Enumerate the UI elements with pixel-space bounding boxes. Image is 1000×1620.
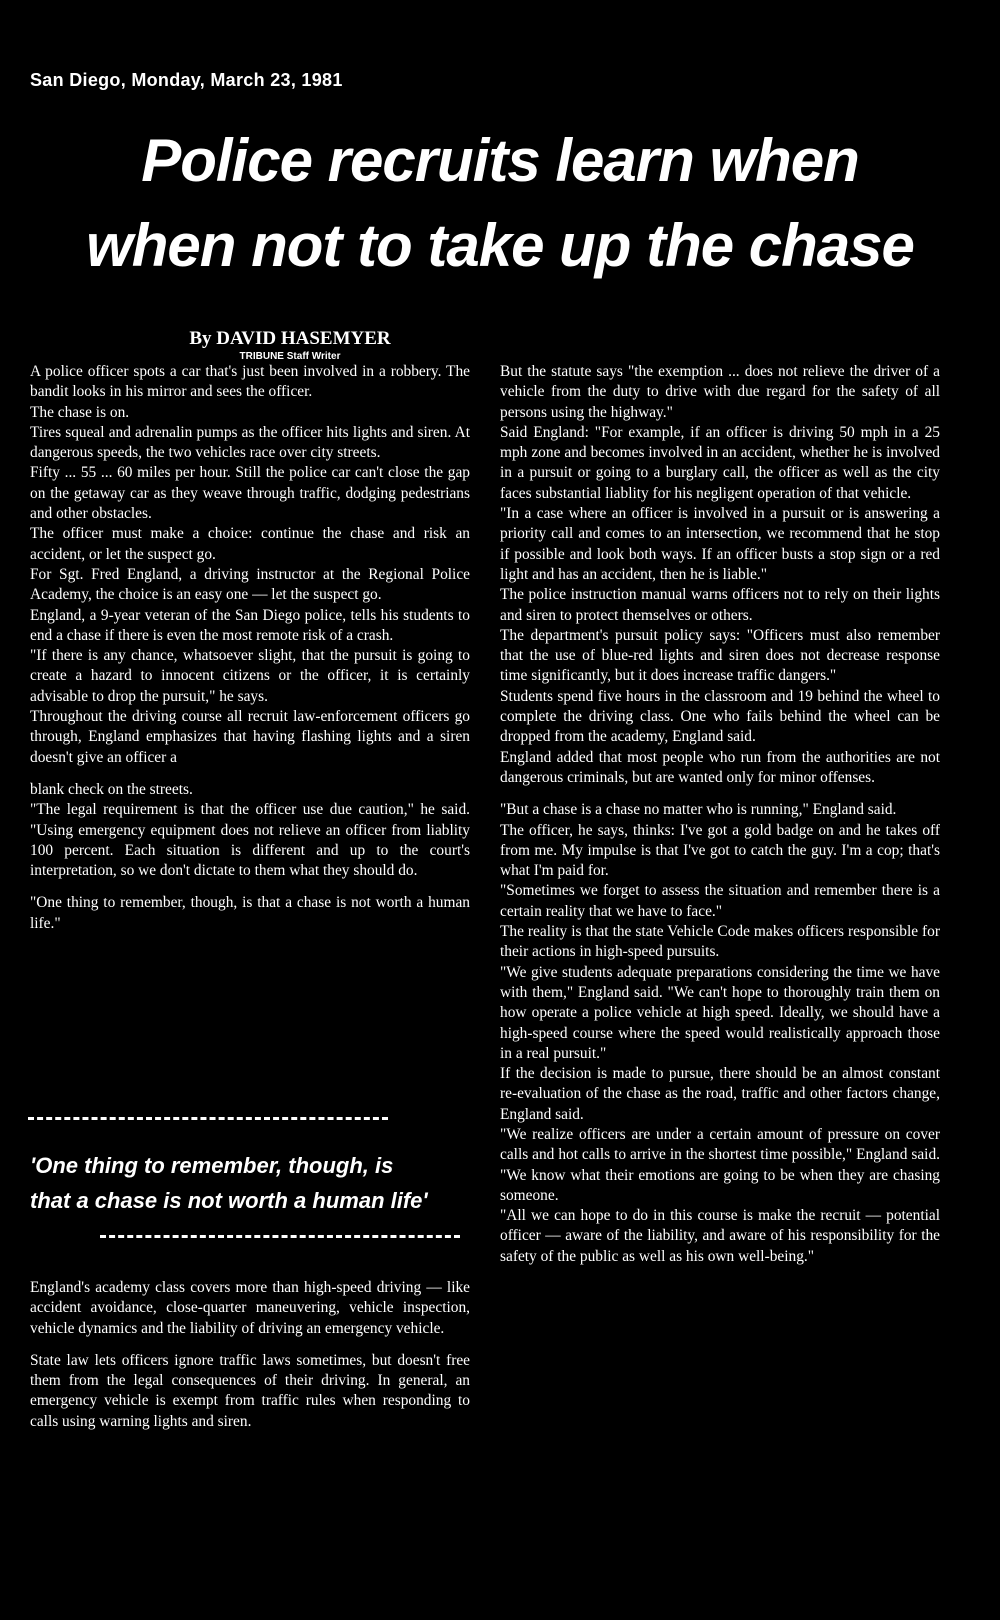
paragraph: Tires squeal and adrenalin pumps as the officer hits lights and siren. At dangerous speeds, the two vehicles race over city streets. (30, 423, 470, 462)
article-column-2 (500, 362, 940, 1267)
paragraph: "Sometimes we forget to assess the situation and remember there is a certain reality that we have to face." (500, 882, 940, 920)
byline-author: By DAVID HASEMYER (189, 328, 391, 349)
paragraph: "But a chase is a chase no matter who is running," England said. (500, 801, 897, 819)
dateline: San Diego, Monday, March 23, 1981 (30, 70, 343, 90)
paragraph: "The legal requirement is that the officer use due caution," he said. "Using emergency equipment does not relieve an officer from liablity 100 percent. Each situation is different and up to the court's interpretation, so we don't dictate to them what they should do. (30, 801, 470, 880)
paragraph: England, a 9-year veteran of the San Diego police, tells his students to end a chase if there is even the most remote risk of a crash. (30, 606, 470, 644)
paragraph: But the statute says "the exemption ... does not relieve the driver of a vehicle from the duty to drive with due regard for the safety of all persons using the highway." (500, 363, 940, 421)
paragraph: "We realize officers are under a certain amount of pressure on cover calls and hot calls to arrive in the shortest time possible," England said. "We know what their emotions are going to be when they are chasing someone. (500, 1125, 940, 1204)
paragraph: "In a case where an officer is involved in a pursuit or is answering a priority call and comes to an intersection, we recommend that he stop if possible and look both ways. If an officer busts a stop sign or a red light and has an accident, then he is liable." (500, 505, 940, 583)
paragraph: Fifty ... 55 ... 60 miles per hour. Still the police car can't close the gap on the getaway car as they weave through traffic, dodging pedestrians and other obstacles. (30, 464, 470, 523)
paragraph: The officer, he says, thinks: I've got a gold badge on and he takes off from me. My impulse is that I've got to catch the guy. I'm a cop; that's what I'm paid for. (500, 821, 940, 880)
paragraph: blank check on the streets. (30, 780, 193, 798)
byline-role: TRIBUNE Staff Writer (239, 351, 341, 362)
paragraph: Students spend five hours in the classroom and 19 behind the wheel to complete the driving class. One who fails behind the wheel can be dropped from the academy, England said. (500, 687, 940, 746)
headline (20, 118, 980, 288)
article-column-1 (30, 362, 470, 934)
paragraph: The police instruction manual warns officers not to rely on their lights and siren to protect themselves or others. (500, 586, 940, 624)
pullquote-line-1: 'One thing to remember, though, is (30, 1153, 394, 1178)
paragraph: The chase is on. (30, 403, 130, 421)
paragraph: The officer must make a choice: continue the chase and risk an accident, or let the suspect go. (30, 525, 470, 563)
headline-line-2: when not to take up the chase (86, 212, 914, 279)
pullquote-line-2: that a chase is not worth a human life' (30, 1188, 428, 1213)
paragraph: "All we can hope to do in this course is make the recruit — potential officer — aware of the liability, and aware of his responsibility for the safety of the public as well as his own well-being." (500, 1207, 940, 1265)
paragraph: England added that most people who run from the authorities are not dangerous criminals, but are wanted only for minor offenses. (500, 748, 940, 786)
headline-line-1: Police recruits learn when (141, 127, 859, 194)
paragraph: Said England: "For example, if an officer is driving 50 mph in a 25 mph zone and becomes involved in an accident, whether he is involved in a pursuit or going to a burglary call, the officer as well as the city faces substantial liablity for his negligent operation of that vehicle. (500, 423, 940, 502)
paragraph: England's academy class covers more than high-speed driving — like accident avoidance, close-quarter maneuvering, vehicle inspection, vehicle dynamics and the liability of driving an emergency vehicle. (30, 1279, 470, 1337)
byline (140, 328, 440, 363)
paragraph: The reality is that the state Vehicle Code makes officers responsible for their actions in high-speed pursuits. (500, 923, 940, 961)
paragraph: "We give students adequate preparations considering the time we have with them," England said. "We can't hope to thoroughly train them on how operate a police vehicle at high speed. Ideally, we should have a high-speed course where the speed would realistically approach those in a real pursuit." (500, 963, 940, 1062)
pullquote-rule-top (28, 1117, 388, 1120)
paragraph: The department's pursuit policy says: "Officers must also remember that the use of blue-red lights and siren does not decrease response time significantly, but it does increase traffic dangers." (500, 626, 940, 685)
paragraph: "One thing to remember, though, is that a chase is not worth a human life." (30, 894, 470, 932)
paragraph: State law lets officers ignore traffic laws sometimes, but doesn't free them from the legal consequences of their driving. In general, an emergency vehicle is exempt from traffic rules when responding to calls using warning lights and siren. (30, 1351, 470, 1430)
paragraph: A police officer spots a car that's just been involved in a robbery. The bandit looks in his mirror and sees the officer. (30, 363, 470, 401)
pullquote-rule-bottom (100, 1235, 460, 1238)
pullquote (30, 1148, 470, 1218)
paragraph: If the decision is made to pursue, there should be an almost constant re-evaluation of the chase as the road, traffic and other factors change, England said. (500, 1065, 940, 1123)
article-column-1-continued (30, 1278, 470, 1432)
paragraph: For Sgt. Fred England, a driving instructor at the Regional Police Academy, the choice is an easy one — let the suspect go. (30, 565, 470, 604)
paragraph: "If there is any chance, whatsoever slight, that the pursuit is going to create a hazard to innocent citizens or the officer, it is certainly advisable to drop the pursuit," he says. (30, 647, 470, 705)
paragraph: Throughout the driving course all recruit law-enforcement officers go through, England emphasizes that having flashing lights and a siren doesn't give an officer a (30, 708, 470, 766)
